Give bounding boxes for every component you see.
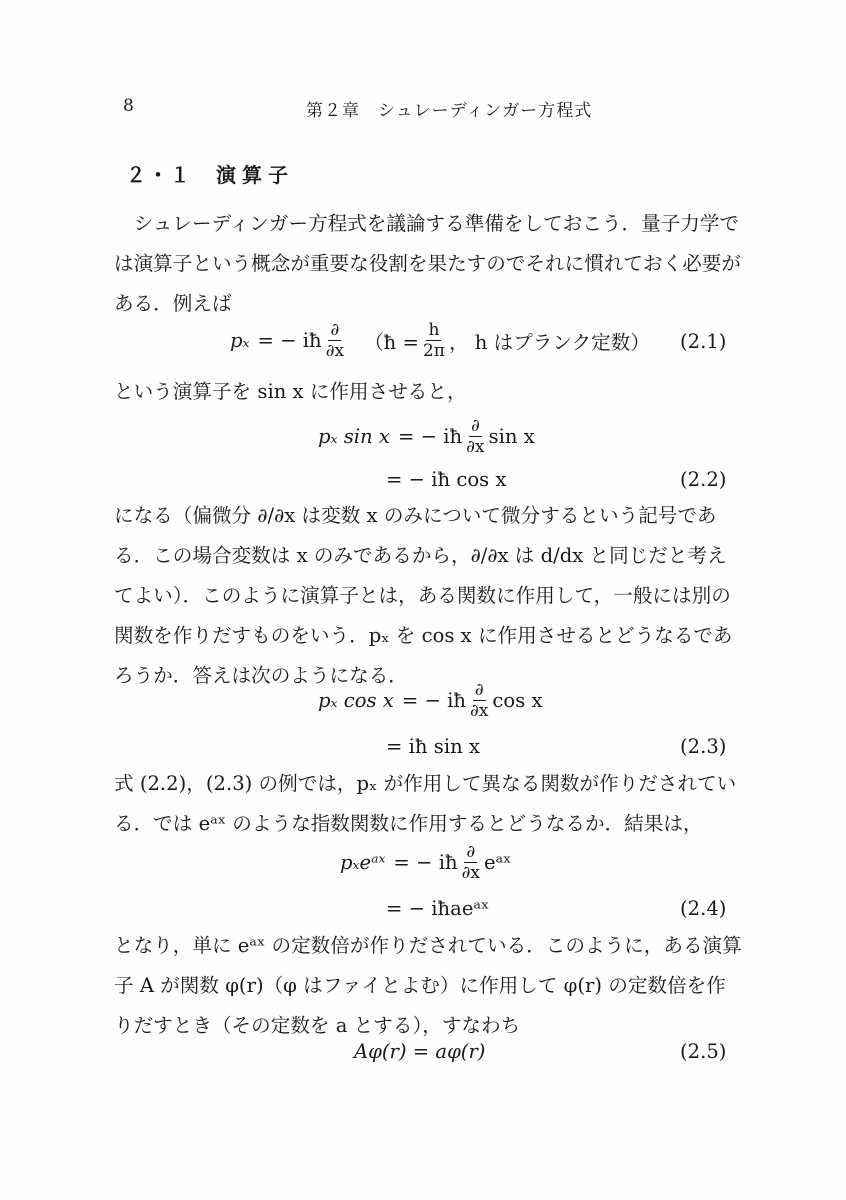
eq1-note-frac-den: 2π: [422, 341, 445, 361]
paragraph-intro: シュレーディンガー方程式を議論する準備をしておこう．量子力学では演算子という概念が重要な役割を果たすのでそれに慣れておく必要がある．例えば: [114, 212, 741, 315]
eq3-fraction: [468, 680, 490, 721]
equation-2-5: [354, 1040, 485, 1063]
equation-2-2-line-2: [386, 468, 507, 491]
equation-2-1: [230, 320, 650, 361]
section-title: 演算子: [216, 163, 294, 187]
eq1-note-fraction: [421, 320, 447, 361]
eq1-note-frac-num: h: [428, 320, 440, 340]
equation-number-2-5: (2.5): [680, 1040, 727, 1063]
eq1-lhs: pₓ: [230, 329, 250, 352]
eq1-note-close: ， h はプランク定数）: [448, 331, 650, 354]
eq4-line1-lhs: pₓeᵃˣ: [340, 851, 386, 874]
eq5-body: Aφ(r) = aφ(r): [354, 1040, 486, 1063]
eq3-line2: = iħ sin x: [386, 735, 480, 758]
equation-number-2-3: (2.3): [680, 735, 727, 758]
eq2-line1-suffix: sin x: [488, 425, 535, 448]
eq2-frac-num: ∂: [470, 416, 480, 436]
eq4-line1-prefix: = − iħ: [393, 851, 458, 874]
eq2-line1-prefix: = − iħ: [397, 425, 463, 448]
eq1-frac-den: ∂x: [325, 341, 345, 361]
paragraph-eigenvalue: となり，単に eᵃˣ の定数倍が作りだされている．このように，ある演算子 A が関数 φ(r)（φ はファイとよむ）に作用して φ(r) の定数倍を作りだすとき（その定数を a とする），すなわち: [114, 934, 742, 1037]
eq4-fraction: [460, 842, 482, 883]
eq3-line1-prefix: = − iħ: [401, 689, 467, 712]
equation-2-4-line-2: [386, 897, 489, 920]
eq1-fraction: [324, 320, 346, 361]
equation-number-2-1: (2.1): [680, 330, 727, 353]
eq2-line1-lhs: pₓ sin x: [318, 425, 390, 448]
page-number: 8: [123, 96, 134, 116]
paragraph-exponential: 式 (2.2)，(2.3) の例では，pₓ が作用して異なる関数が作りだされている．では eᵃˣ のような指数関数に作用するとどうなるか．結果は，: [114, 772, 737, 835]
eq1-rhs-prefix: = − iħ: [257, 329, 322, 352]
equation-2-4-line-1: [340, 842, 511, 883]
running-head: 第２章 シュレーディンガー方程式: [306, 101, 593, 121]
eq2-line2: = − iħ cos x: [386, 468, 507, 491]
eq4-line2: = − iħaeᵃˣ: [386, 897, 490, 920]
equation-number-2-4: (2.4): [680, 897, 727, 920]
equation-2-3-line-1: [318, 680, 543, 721]
eq2-frac-den: ∂x: [466, 437, 485, 457]
equation-number-2-2: (2.2): [680, 468, 727, 491]
eq4-frac-num: ∂: [466, 842, 476, 862]
eq1-frac-num: ∂: [330, 320, 340, 340]
equation-2-3-line-2: [386, 735, 480, 758]
equation-2-2-line-1: [318, 416, 535, 457]
paragraph-apply-sin: という演算子を sin x に作用させると，: [114, 380, 467, 403]
eq4-line1-suffix: eᵃˣ: [483, 851, 512, 874]
eq4-frac-den: ∂x: [461, 863, 480, 883]
section-heading: [126, 159, 294, 188]
eq1-note-open: （ħ =: [364, 331, 419, 354]
eq3-line1-lhs: pₓ cos x: [318, 689, 394, 712]
eq3-line1-suffix: cos x: [492, 689, 543, 712]
section-number: ２・１: [126, 163, 192, 187]
paragraph-partial-derivative: になる（偏微分 ∂/∂x は変数 x のみについて微分するという記号である．この場合変数は x のみであるから，∂/∂x は d/dx と同じだと考えてよい）．このように演算子とは，ある関数に作用して，一般には別の関数を作りだすものをいう．pₓ を cos x に作用させるとどうなるであろうか．答えは次のようになる．: [114, 504, 733, 687]
eq3-frac-den: ∂x: [470, 701, 489, 721]
eq2-fraction: [464, 416, 486, 457]
eq3-frac-num: ∂: [474, 680, 484, 700]
